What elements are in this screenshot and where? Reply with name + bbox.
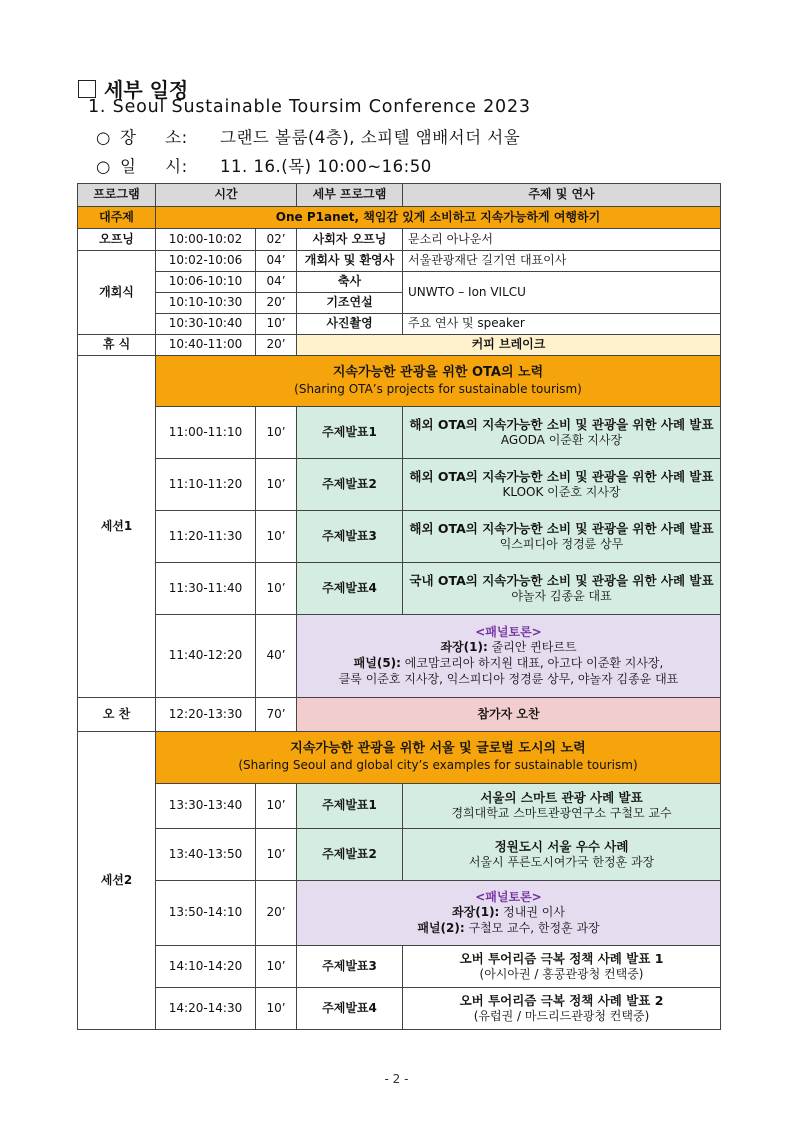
page-number: - 2 - [384,1072,409,1086]
time-cell: 13:30-13:40 [156,784,256,829]
program-cell: 주제발표2 [297,829,403,881]
table-row [78,407,721,459]
page-title-text: 세부 일정 [104,78,189,102]
program-cell: 주제발표1 [297,784,403,829]
date-value: 11. 16.(목) 10:00~16:50 [220,157,432,176]
duration-cell: 10’ [256,829,297,881]
time-cell: 11:20-11:30 [156,511,256,563]
time-cell: 11:40-12:20 [156,615,256,698]
program-cell: 축사 [297,272,403,293]
talk-title: 국내 OTA의 지속가능한 소비 및 관광을 위한 사례 발표 [409,572,714,588]
program-cell: 주제발표3 [297,946,403,988]
venue-label: 장 소: [120,128,188,147]
table-row [78,698,721,732]
program-cell: 주제발표4 [297,988,403,1030]
talk-cell [403,829,721,881]
duration-cell: 10’ [256,314,297,335]
program-cell: 사진촬영 [297,314,403,335]
program-cell: 주제발표3 [297,511,403,563]
panel-label: 패널(2): [417,920,465,935]
bullet-circle-icon: ○ [96,128,111,147]
duration-cell: 10’ [256,407,297,459]
talk-title: 해외 OTA의 지속가능한 소비 및 관광을 위한 사례 발표 [409,468,714,484]
talk-cell [403,946,721,988]
session1-theme-sub: (Sharing OTA’s projects for sustainable tourism) [294,381,582,396]
talk-speaker: AGODA 이준환 지사장 [500,432,623,447]
time-cell: 10:10-10:30 [156,293,256,314]
time-cell: 10:06-10:10 [156,272,256,293]
talk-title: 오버 투어리즘 극복 정책 사례 발표 2 [459,992,664,1008]
table-row [78,314,721,335]
time-cell: 12:20-13:30 [156,698,256,732]
duration-cell: 20’ [256,293,297,314]
panel-members [299,921,718,937]
header-time: 시간 [156,184,297,207]
talk-title: 해외 OTA의 지속가능한 소비 및 관광을 위한 사례 발표 [409,520,714,536]
panel-label: 패널(5): [353,656,401,670]
panel-chair [299,640,718,656]
talk-title: 오버 투어리즘 극복 정책 사례 발표 1 [459,950,664,966]
time-cell: 14:20-14:30 [156,988,256,1030]
program-cell: 사회자 오프닝 [297,229,403,251]
checkbox-icon [78,80,96,98]
chair-name: 정내권 이사 [499,905,565,920]
bullet-circle-icon: ○ [96,157,111,176]
duration-cell: 10’ [256,988,297,1030]
time-cell: 13:40-13:50 [156,829,256,881]
talk-title: 해외 OTA의 지속가능한 소비 및 관광을 위한 사례 발표 [409,416,714,432]
time-cell: 14:10-14:20 [156,946,256,988]
table-row [78,229,721,251]
break-content: 커피 브레이크 [297,335,721,356]
duration-cell: 40’ [256,615,297,698]
talk-speaker: 서울시 푸른도시여가국 한정훈 과장 [468,854,655,869]
table-row [78,563,721,615]
session1-label: 세션1 [78,356,156,698]
table-row [78,784,721,829]
speaker-cell: UNWTO – Ion VILCU [403,272,721,314]
venue-value: 그랜드 볼룸(4층), 소피텔 앰배서더 서울 [220,128,521,147]
session2-theme [156,732,721,784]
date-label: 일 시: [120,157,188,176]
session2-label: 세션2 [78,732,156,1030]
time-cell: 13:50-14:10 [156,881,256,946]
panel-names: 구철모 교수, 한정훈 과장 [464,920,600,935]
talk-speaker: (유럽권 / 마드리드관광청 컨택중) [473,1008,650,1023]
talk-cell [403,563,721,615]
program-cell: 주제발표4 [297,563,403,615]
panel-names: 에코맘코리아 하지원 대표, 아고다 이준환 지사장, [400,656,664,670]
duration-cell: 20’ [256,335,297,356]
header-detail: 세부 프로그램 [297,184,403,207]
program-cell: 개회사 및 환영사 [297,251,403,272]
ceremony-label: 개회식 [78,251,156,335]
chair-label: 좌장(1): [440,640,488,655]
table-row [78,335,721,356]
table-row [78,988,721,1030]
duration-cell: 02’ [256,229,297,251]
talk-speaker: 경희대학교 스마트관광연구소 구철모 교수 [451,806,672,821]
duration-cell: 10’ [256,459,297,511]
panel-title: <패널토론> [475,624,542,639]
panel-cell [297,881,721,946]
talk-cell [403,459,721,511]
panel-cell [297,615,721,698]
session2-theme-title: 지속가능한 관광을 위한 서울 및 글로벌 도시의 노력 [290,741,586,757]
session1-theme-title: 지속가능한 관광을 위한 OTA의 노력 [332,364,544,380]
main-theme-label: 대주제 [78,207,156,229]
break-label: 휴 식 [78,335,156,356]
talk-speaker: KLOOK 이준호 지사장 [502,484,621,499]
duration-cell: 10’ [256,563,297,615]
panel-members [299,656,718,672]
conference-title: 1. Seoul Sustainable Toursim Conference 2023 [88,97,531,117]
lunch-content: 참가자 오찬 [297,698,721,732]
panel-chair [299,905,718,921]
panel-members-2: 클룩 이준호 지사장, 익스피디아 정경륜 상무, 야놀자 김종윤 대표 [338,671,679,686]
table-row [78,881,721,946]
header-topic: 주제 및 연사 [403,184,721,207]
talk-cell [403,784,721,829]
time-cell: 11:10-11:20 [156,459,256,511]
table-row [78,207,721,229]
program-cell: 주제발표2 [297,459,403,511]
chair-label: 좌장(1): [452,905,500,920]
speaker-cell: 문소리 아나운서 [403,229,721,251]
table-row [78,732,721,784]
duration-cell: 20’ [256,881,297,946]
program-cell: 기조연설 [297,293,403,314]
speaker-cell: 주요 연사 및 speaker [403,314,721,335]
time-cell: 10:02-10:06 [156,251,256,272]
session2-theme-sub: (Sharing Seoul and global city’s examples for sustainable tourism) [238,758,638,773]
talk-speaker: 야놀자 김종윤 대표 [511,588,612,603]
time-cell: 10:40-11:00 [156,335,256,356]
duration-cell: 10’ [256,511,297,563]
duration-cell: 10’ [256,784,297,829]
duration-cell: 70’ [256,698,297,732]
speaker-cell: 서울관광재단 길기연 대표이사 [403,251,721,272]
main-theme: One P1anet, 책임감 있게 소비하고 지속가능하게 여행하기 [156,207,721,229]
table-row [78,459,721,511]
opening-label: 오프닝 [78,229,156,251]
program-cell: 주제발표1 [297,407,403,459]
schedule-table [77,183,721,1030]
talk-title: 정원도시 서울 우수 사례 [494,838,629,854]
table-row [78,511,721,563]
talk-speaker: (아시아권 / 홍콩관광청 컨택중) [479,966,644,981]
table-row [78,946,721,988]
table-row [78,251,721,272]
venue-line [96,124,520,148]
duration-cell: 04’ [256,251,297,272]
chair-name: 줄리안 퀸타르트 [487,640,577,655]
table-row [78,615,721,698]
session1-theme [156,356,721,407]
time-cell: 11:00-11:10 [156,407,256,459]
talk-cell [403,511,721,563]
time-cell: 11:30-11:40 [156,563,256,615]
time-cell: 10:00-10:02 [156,229,256,251]
date-line [96,153,432,177]
table-row [78,356,721,407]
table-header-row [78,184,721,207]
header-program: 프로그램 [78,184,156,207]
talk-cell [403,988,721,1030]
talk-speaker: 익스피디아 정경륜 상무 [499,536,624,551]
time-cell: 10:30-10:40 [156,314,256,335]
talk-title: 서울의 스마트 관광 사례 발표 [480,790,643,806]
duration-cell: 04’ [256,272,297,293]
talk-cell [403,407,721,459]
duration-cell: 10’ [256,946,297,988]
lunch-label: 오 찬 [78,698,156,732]
panel-title: <패널토론> [475,889,542,904]
table-row [78,272,721,293]
table-row [78,829,721,881]
